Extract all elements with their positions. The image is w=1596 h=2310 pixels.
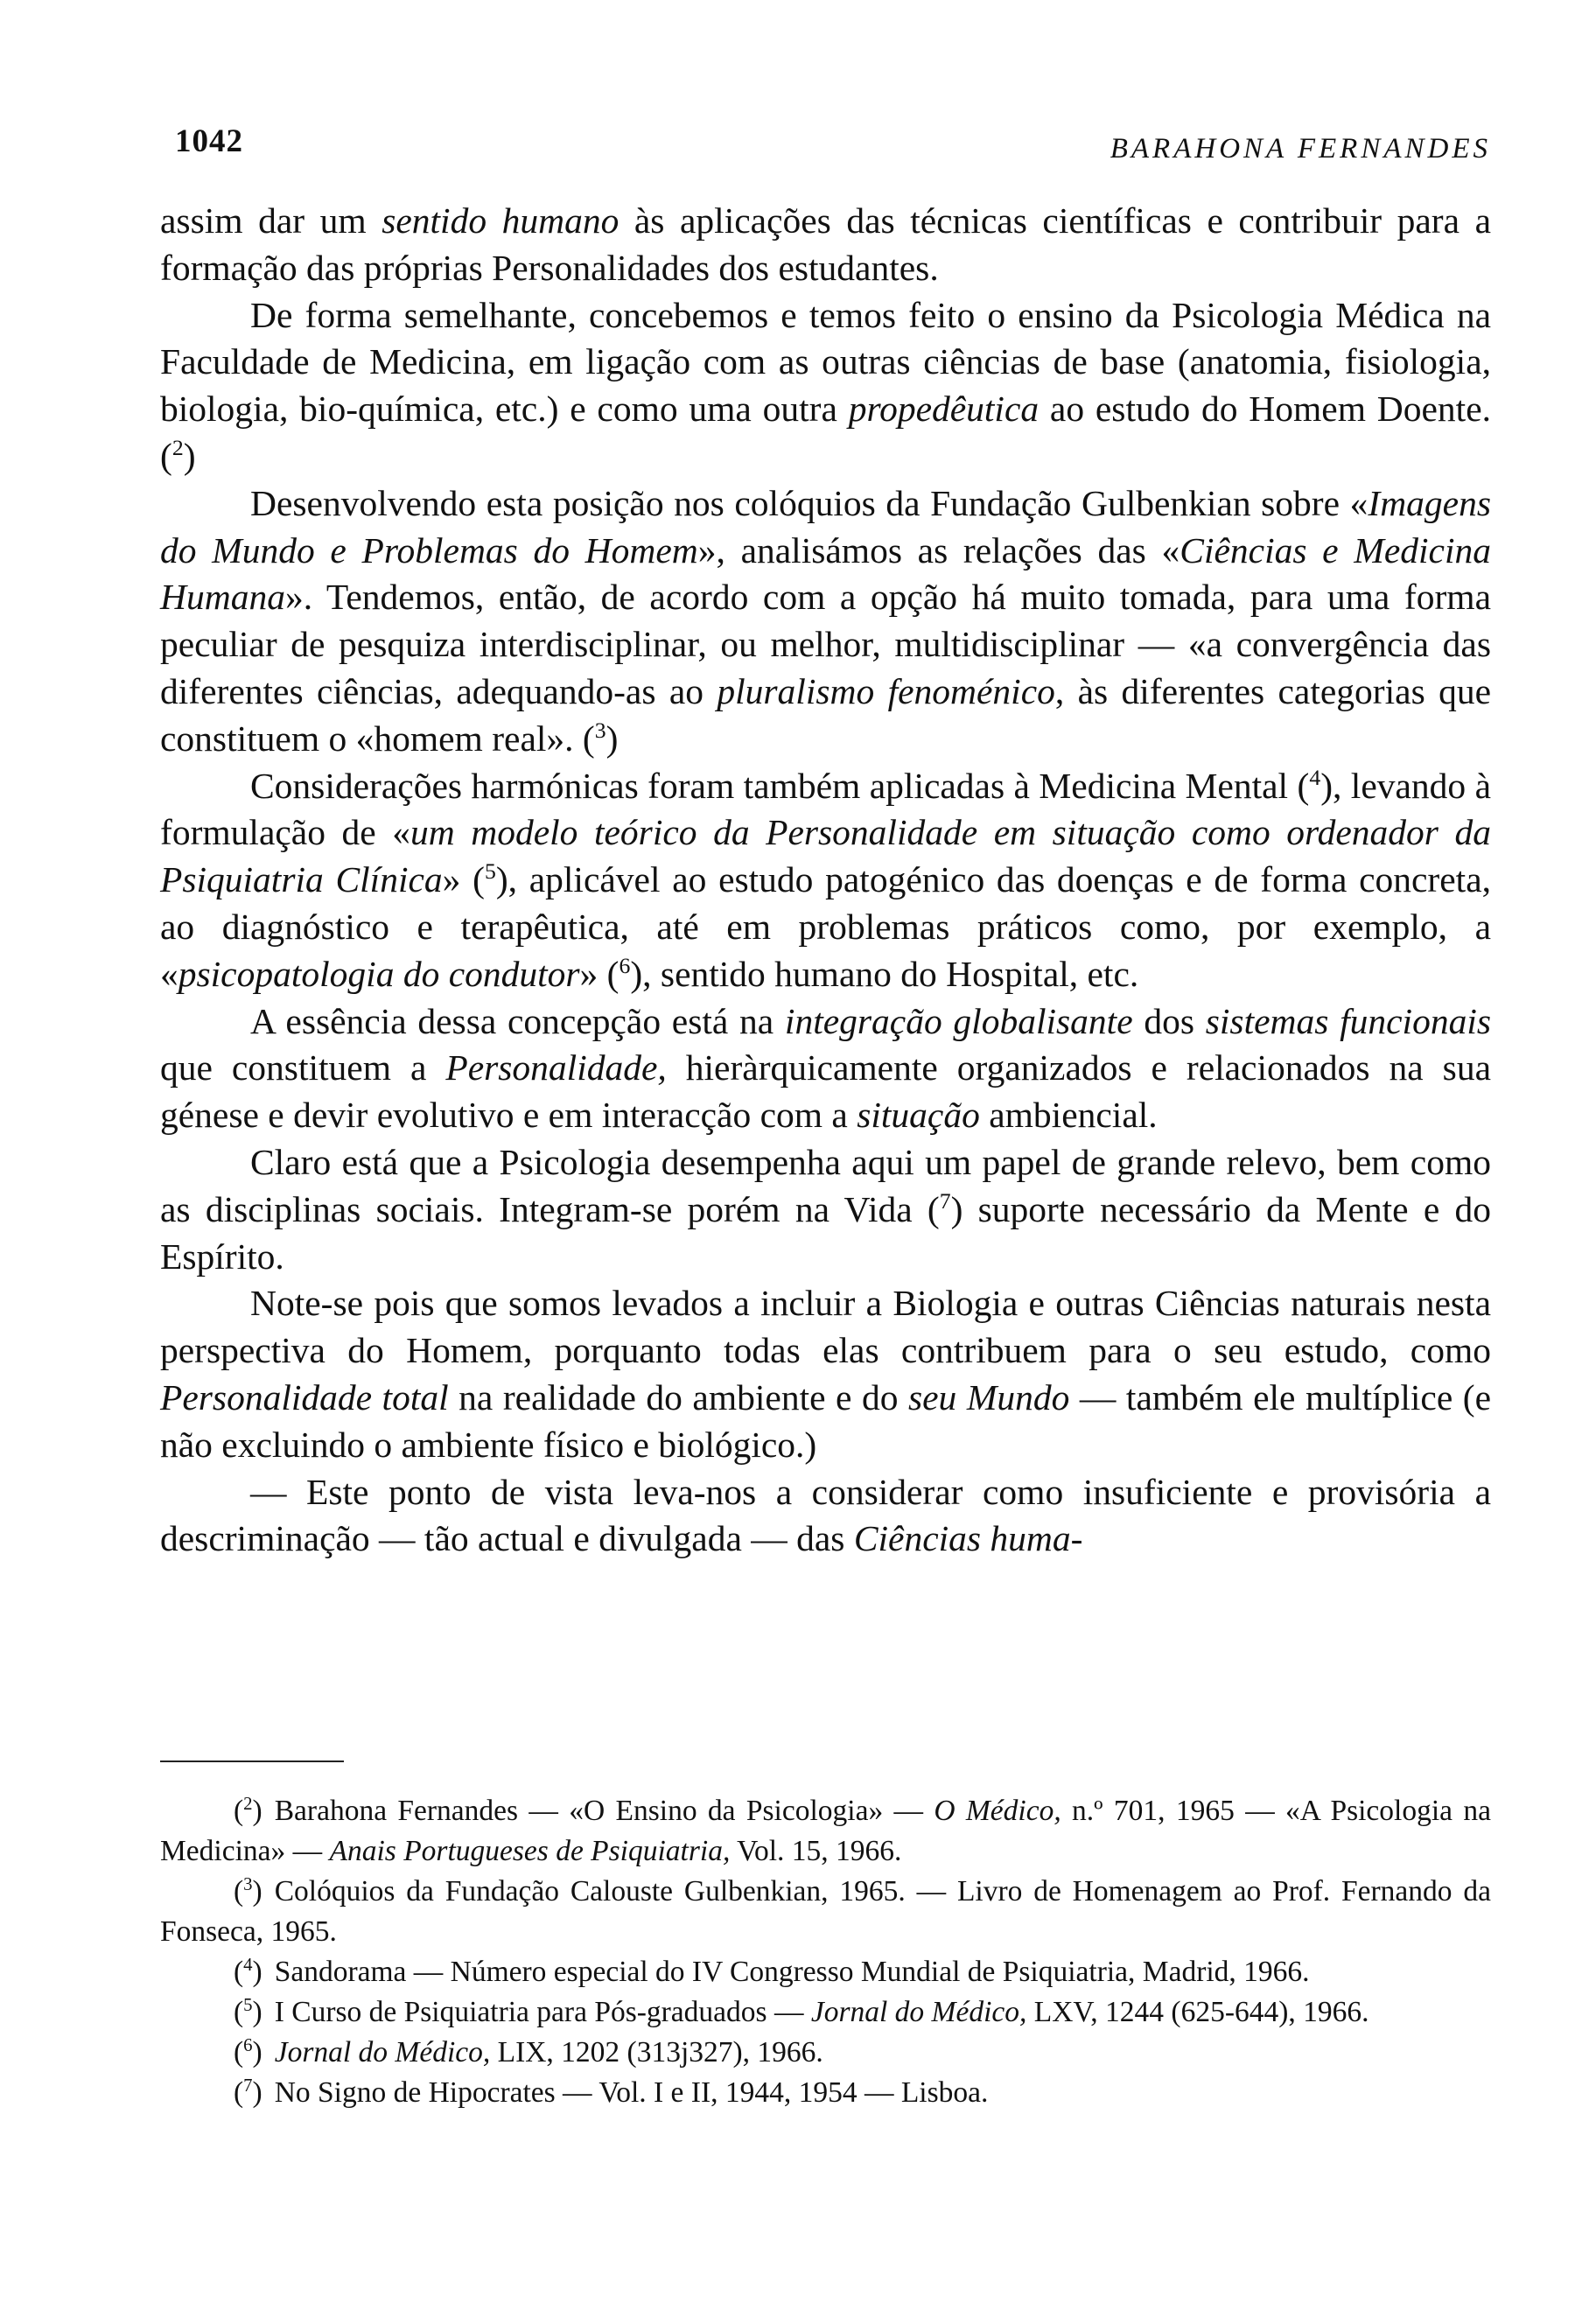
footnote-reference: 6 [619,952,631,978]
italic-text: Personalidade, [445,1047,667,1088]
footnote-reference: 5 [484,858,496,885]
footnotes [160,1791,1491,2113]
footnote: ($^6$) Jornal do Médico, LIX, 1202 (313j327), 1966. [234,2034,823,2068]
paragraph: A essência dessa concepção está na integração globalisante dos sistemas funcionais que constituem a Personalidade, hieràrquicamente organizados e relacionados na sua génese e devir evolutivo e em interacção com a situação ambiencial. [160,1000,1492,1136]
footnote-marker: ($^3$) [234,1873,262,1908]
paragraph: Note-se pois que somos levados a incluir a Biologia e outras Ciências naturais nesta perspectiva do Homem, porquanto todas elas contribuem para o seu estudo, como Personalidade total na realidade do ambiente e do seu Mundo — também ele multíplice (e não excluindo o ambiente físico e biológico.) [160,1283,1492,1465]
footnote-reference: 4 [1309,764,1321,790]
italic-text: Ciências huma- [853,1518,1083,1559]
footnote-reference: 2 [172,435,184,461]
footnote-rule [160,1760,344,1762]
paragraph: — Este ponto de vista leva-nos a considerar como insuficiente e provisória a descriminação — tão actual e divulgada — das Ciências huma- [160,1471,1491,1559]
footnote: ($^2$) Barahona Fernandes — «O Ensino da Psicologia» — O Médico, n.º 701, 1965 — «A Psicologia na Medicina» — Anais Portugueses de Psiquiatria, Vol. 15, 1966. [160,1793,1491,1867]
italic-text: Anais Portugueses de Psiquiatria, [329,1835,731,1867]
italic-text: sentido humano [382,200,620,241]
footnote: ($^4$) Sandorama — Número especial do IV Congresso Mundial de Psiquiatria, Madrid, 1966. [234,1954,1310,1988]
paragraph: Considerações harmónicas foram também aplicadas à Medicina Mental ($^4$), levando à formulação de «um modelo teórico da Personalidade em situação como ordenador da Psiquiatria Clínica» ($^5$), aplicável ao estudo patogénico das doenças e de forma concreta, ao diagnóstico e terapêutica, até em problemas práticos como, por exemplo, a «psicopatologia do condutor» ($^6$), sentido humano do Hospital, etc. [160,764,1492,994]
paragraph: Claro está que a Psicologia desempenha aqui um papel de grande relevo, bem como as disciplinas sociais. Integram-se porém na Vida ($^7$) suporte necessário da Mente e do Espírito. [160,1141,1491,1277]
footnote-marker: ($^4$) [234,1954,262,1988]
italic-text: Jornal do Médico, [810,1996,1027,2028]
italic-text: O Médico, [934,1795,1061,1827]
page-number: 1042 [175,123,243,159]
italic-text: Personalidade total [160,1376,449,1418]
footnote-reference: 7 [939,1187,951,1214]
paragraph: De forma semelhante, concebemos e temos feito o ensino da Psicologia Médica na Faculdade de Medicina, em ligação com as outras ciências de base (anatomia, fisiologia, biologia, bio-química, etc.) e como uma outra propedêutica ao estudo do Homem Doente. ($^2$) [160,294,1491,476]
footnote: ($^5$) I Curso de Psiquiatria para Pós-graduados — Jornal do Médico, LXV, 1244 (625-644), 1966. [234,1994,1369,2028]
italic-text: situação [857,1095,980,1136]
body-text [160,198,1491,1563]
paragraph: Desenvolvendo esta posição nos colóquios da Fundação Gulbenkian sobre «Imagens do Mundo e Problemas do Homem», analisámos as relações das «Ciências e Medicina Humana». Tendemos, então, de acordo com a opção há muito tomada, para uma forma peculiar de pesquiza interdisciplinar, ou melhor, multidisciplinar — «a convergência das diferentes ciências, adequando-as ao pluralismo fenoménico, às diferentes categorias que constituem o «homem real». ($^3$) [160,482,1491,759]
italic-text: propedêutica [848,388,1040,430]
footnote: ($^7$) No Signo de Hipocrates — Vol. I e II, 1944, 1954 — Lisboa. [234,2075,989,2109]
italic-text: Ciências e Medicina Humana [160,529,1491,618]
footnote-marker: ($^2$) [234,1793,262,1827]
italic-text: integração globalisante [784,1000,1133,1041]
footnote-reference: 3 [594,717,606,743]
italic-text: Jornal do Médico, [274,2036,491,2068]
footnote: ($^3$) Colóquios da Fundação Calouste Gulbenkian, 1965. — Livro de Homenagem ao Prof. Fernando da Fonseca, 1965. [160,1873,1491,1948]
italic-text: Imagens do Mundo e Problemas do Homem [160,482,1491,570]
italic-text: psicopatologia do condutor [178,953,580,994]
paragraph: assim dar um sentido humano às aplicações das técnicas científicas e contribuir para a formação das próprias Personalidades dos estudantes. [160,200,1491,288]
running-head: BARAHONA FERNANDES [1110,133,1491,164]
footnote-marker: ($^6$) [234,2034,262,2068]
italic-text: um modelo teórico da Personalidade em situação como ordenador da Psiquiatria Clínica [160,812,1491,900]
italic-text: pluralismo fenoménico [717,670,1055,711]
footnote-marker: ($^5$) [234,1994,262,2028]
italic-text: seu Mundo [907,1376,1070,1418]
italic-text: sistemas funcionais [1205,1000,1492,1041]
footnote-marker: ($^7$) [234,2075,262,2109]
